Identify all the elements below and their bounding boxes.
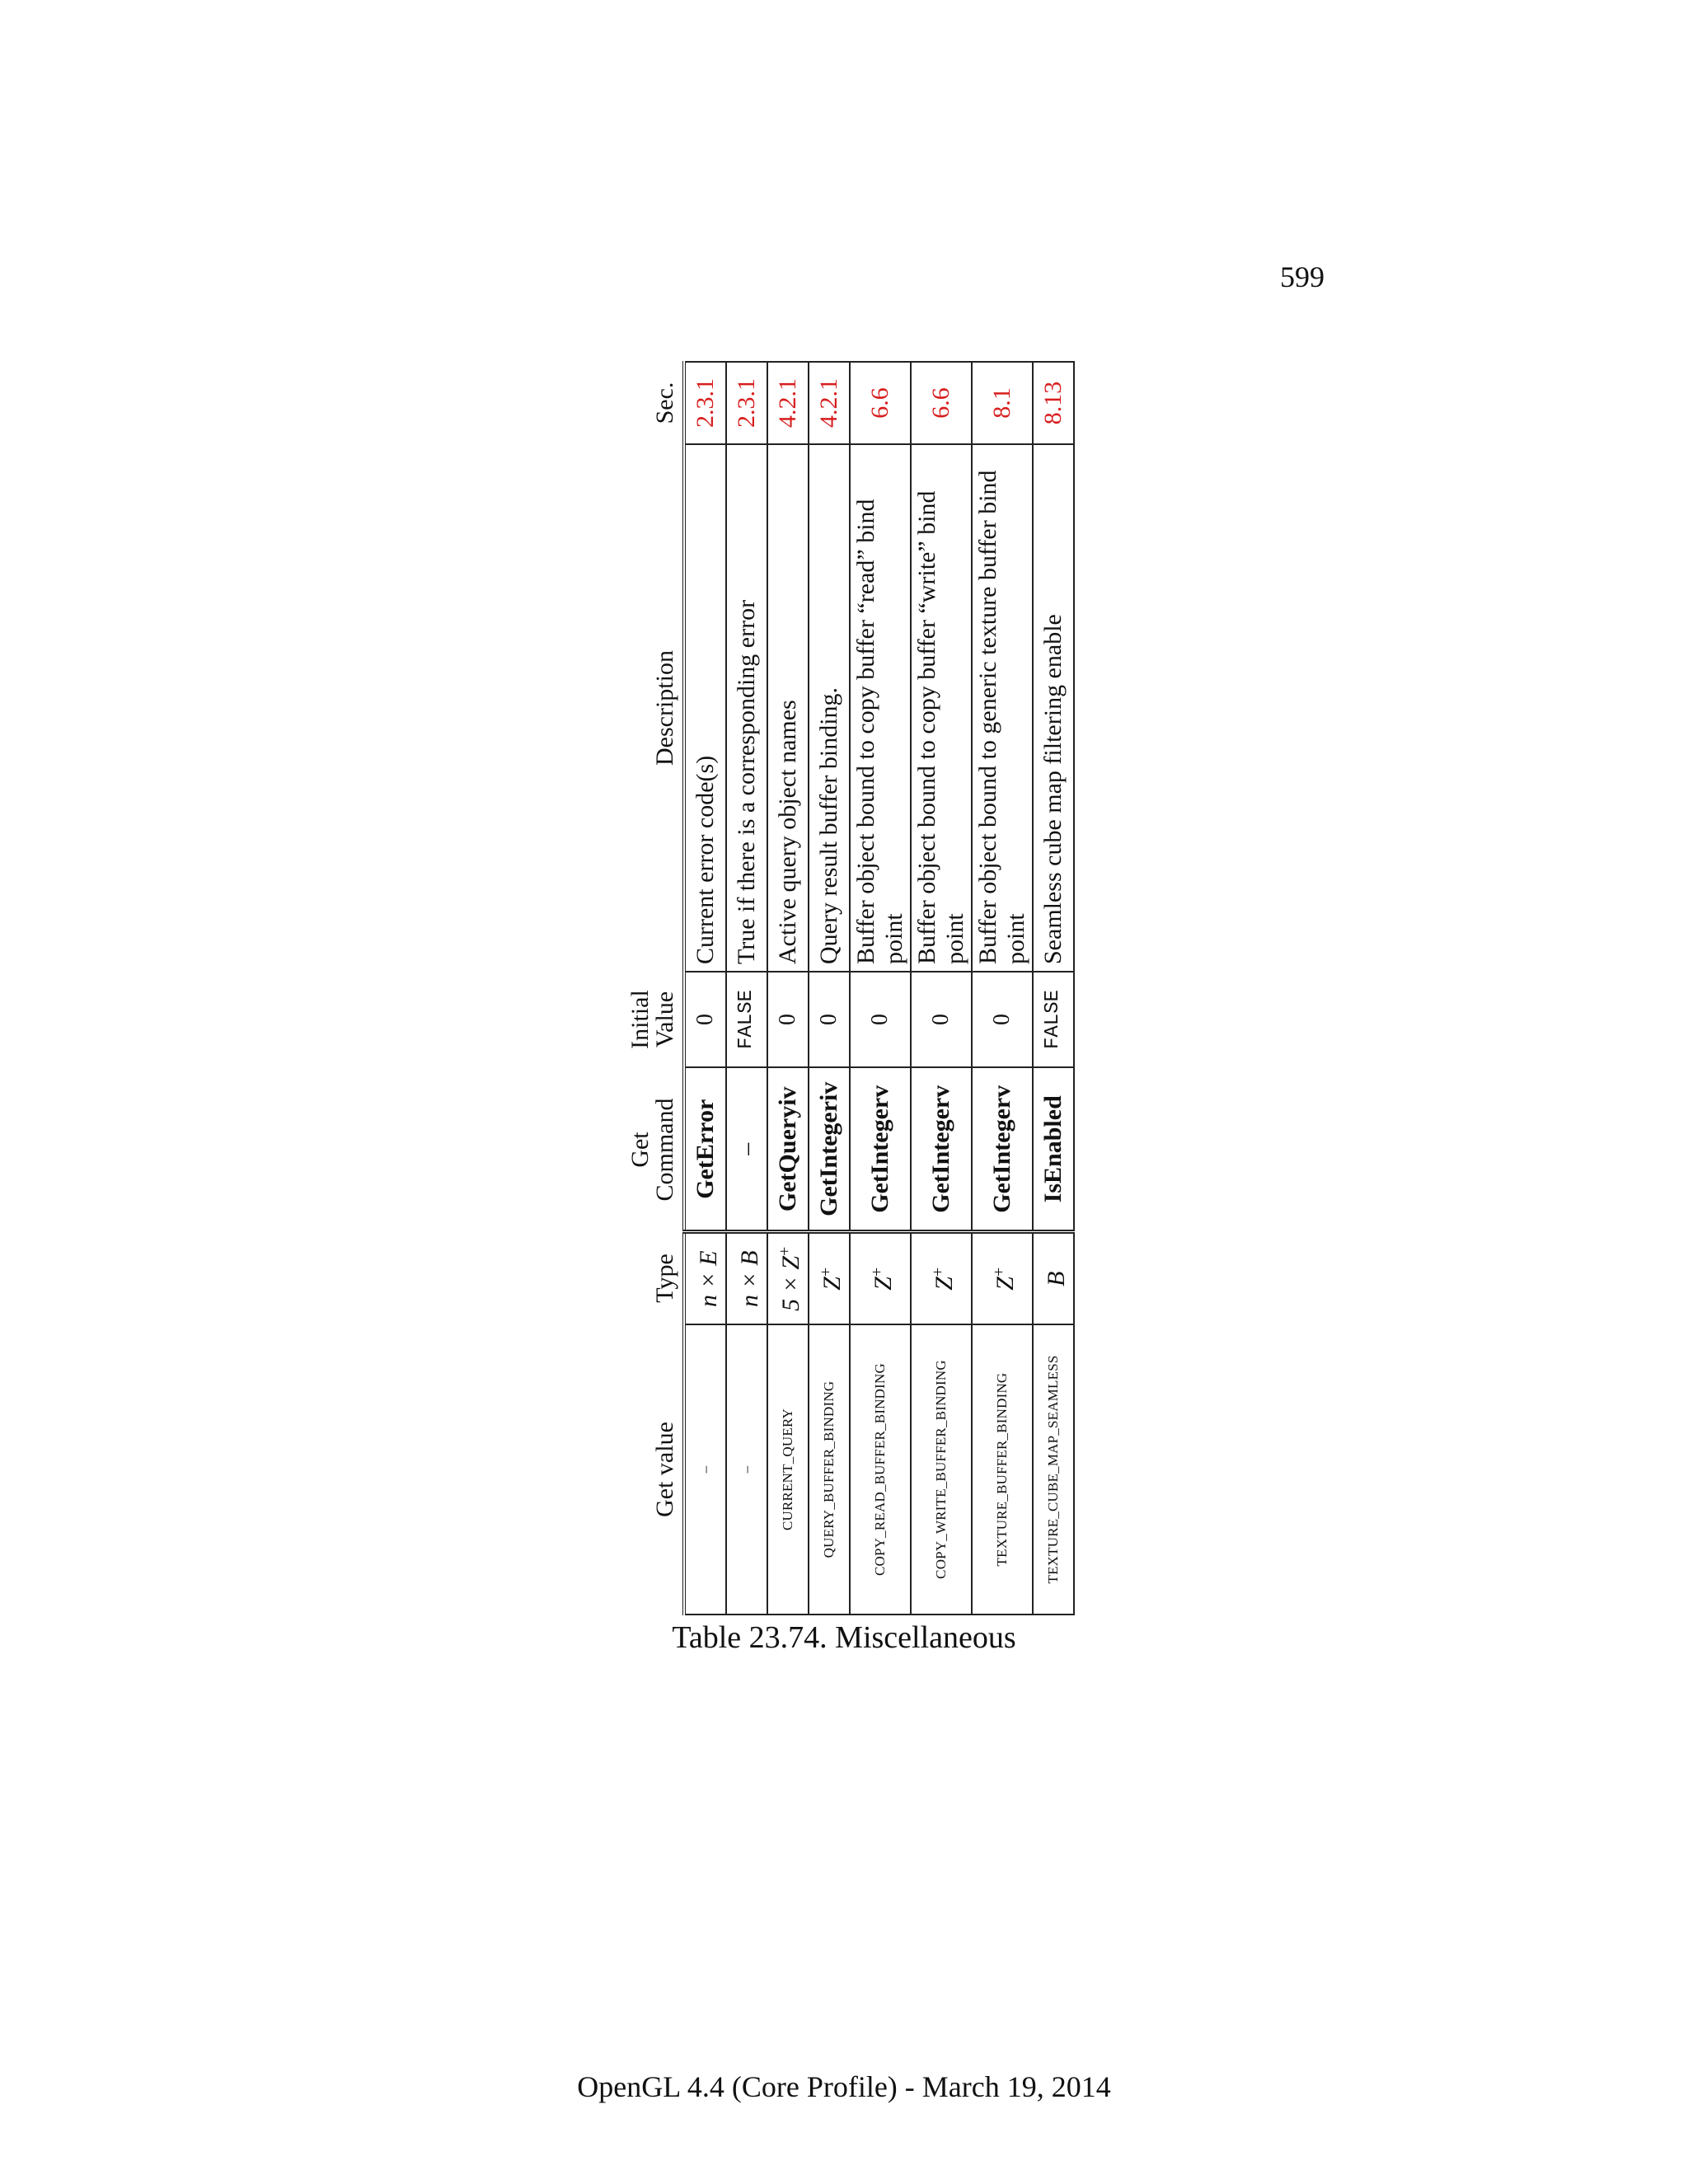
type-superscript: + [868,1267,886,1277]
type-main: Z [870,1277,897,1291]
cell-get-value: TEXTURE_CUBE_MAP_SEAMLESS [1033,1324,1074,1615]
table-caption: Table 23.74. Miscellaneous [672,1620,1016,1655]
header-row [626,362,684,1615]
cell-initial-value: FALSE [1033,972,1074,1067]
type-main: n × E [695,1250,722,1308]
section-link[interactable]: 6.6 [850,362,911,444]
cell-initial-value: 0 [972,972,1033,1067]
section-link[interactable]: 8.1 [972,362,1033,444]
header-get-command-line2: Command [651,1098,678,1202]
rotated-table-frame [626,363,1070,1615]
cell-type [850,1232,911,1324]
cell-description: Buffer object bound to generic texture buffer bind point [972,444,1033,972]
table-row [684,362,726,1615]
cell-type [726,1232,767,1324]
type-superscript: + [929,1267,947,1277]
page-footer: OpenGL 4.4 (Core Profile) - March 19, 2014 [577,2070,1111,2103]
cell-initial-value: FALSE [726,972,767,1067]
type-main: n × B [736,1250,763,1308]
cell-get-command: GetIntegerv [850,1067,911,1232]
cell-get-command: IsEnabled [1033,1067,1074,1232]
cell-description: Query result buffer binding. [809,444,850,972]
cell-get-command: – [726,1067,767,1232]
header-get-value: Get value [651,1422,678,1517]
table-row [972,362,1033,1615]
type-superscript: + [776,1246,794,1256]
cell-type [972,1232,1033,1324]
table-header [626,362,684,1615]
header-type: Type [651,1254,678,1303]
cell-get-command: GetIntegeriv [809,1067,850,1232]
cell-type [911,1232,972,1324]
cell-get-command: GetIntegerv [911,1067,972,1232]
header-get-command-line1: Get [626,1132,654,1168]
cell-description: Seamless cube map filtering enable [1033,444,1074,972]
table-body [684,362,1074,1615]
cell-initial-value: 0 [809,972,850,1067]
table-row [850,362,911,1615]
section-link[interactable]: 2.3.1 [684,362,726,444]
header-section: Sec. [651,382,678,424]
cell-description: Buffer object bound to copy buffer “read” bind point [850,444,911,972]
section-link[interactable]: 4.2.1 [809,362,850,444]
cell-get-value: – [684,1324,726,1615]
miscellaneous-state-table [626,361,1075,1615]
table-row [809,362,850,1615]
table-row [726,362,767,1615]
cell-type [809,1232,850,1324]
type-main: 5 × Z [777,1255,804,1311]
type-main: Z [818,1277,846,1291]
cell-description: Current error code(s) [684,444,726,972]
type-superscript: + [990,1267,1008,1277]
cell-type [684,1232,726,1324]
type-main: B [1043,1271,1070,1286]
section-link[interactable]: 8.13 [1033,362,1074,444]
cell-type [1033,1232,1074,1324]
cell-get-value: CURRENT_QUERY [767,1324,809,1615]
cell-get-command: GetError [684,1067,726,1232]
header-description: Description [651,650,678,766]
cell-get-value: COPY_READ_BUFFER_BINDING [850,1324,911,1615]
table-row [767,362,809,1615]
cell-get-value: TEXTURE_BUFFER_BINDING [972,1324,1033,1615]
cell-get-value: – [726,1324,767,1615]
state-table-container [626,363,1070,1615]
cell-get-command: GetIntegerv [972,1067,1033,1232]
cell-get-value: COPY_WRITE_BUFFER_BINDING [911,1324,972,1615]
cell-initial-value: 0 [850,972,911,1067]
cell-get-value: QUERY_BUFFER_BINDING [809,1324,850,1615]
cell-initial-value: 0 [684,972,726,1067]
header-initial-value-line1: Initial [626,990,654,1049]
table-row [1033,362,1074,1615]
header-get-command [626,1067,684,1232]
page-number: 599 [1280,260,1325,293]
table-row [911,362,972,1615]
cell-description: Buffer object bound to copy buffer “write” bind point [911,444,972,972]
cell-description: Active query object names [767,444,809,972]
cell-initial-value: 0 [911,972,972,1067]
type-main: Z [992,1277,1019,1291]
cell-type [767,1232,809,1324]
section-link[interactable]: 2.3.1 [726,362,767,444]
section-link[interactable]: 6.6 [911,362,972,444]
type-superscript: + [817,1267,835,1277]
header-initial-value-line2: Value [651,991,678,1048]
type-main: Z [931,1277,958,1291]
cell-initial-value: 0 [767,972,809,1067]
cell-get-command: GetQueryiv [767,1067,809,1232]
section-link[interactable]: 4.2.1 [767,362,809,444]
header-initial-value [626,972,684,1067]
cell-description: True if there is a corresponding error [726,444,767,972]
